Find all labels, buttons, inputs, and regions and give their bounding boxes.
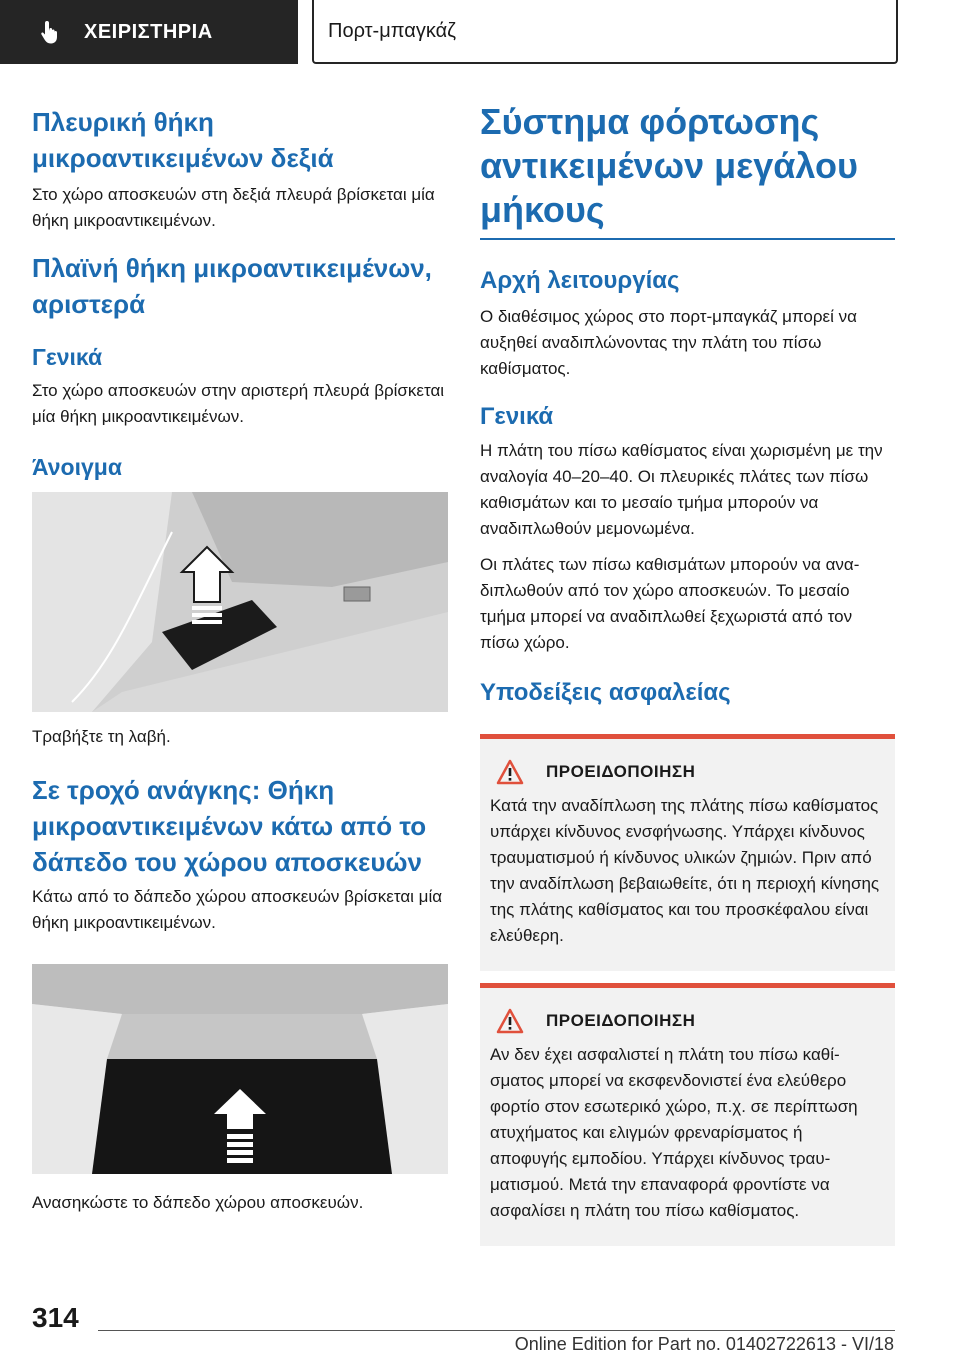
warning-text: Κατά την αναδίπλωση της πλάτης πίσω καθίσματος υπάρχει κίνδυνος ενσφήνωσης. Υπάρχει κίνδυνος τραυματισμού ή κίνδυνος υλικών ζημιών. Πριν από την αναδίπλωση βεβαιωθείτε, ότι η περιοχή κίνησης της πλάτης καθίσματος και του προσκέφαλου είναι ελεύθερη. (490, 796, 880, 945)
figure-side-compartment (32, 492, 448, 712)
side-compartment-illustration (32, 492, 448, 712)
trunk-floor-illustration (32, 964, 448, 1174)
right-column (480, 100, 895, 1246)
heading-loading-system: Σύστημα φόρτωσης αντικειμένων μεγάλου μήκους (480, 101, 858, 230)
heading-safety: Υποδείξεις ασφαλείας (480, 679, 731, 706)
caption-lift-floor: Ανασηκώστε το δάπεδο χώρου αποσκευών. (32, 1193, 364, 1212)
text-general-left: Στο χώρο αποσκευών στην αριστερή πλευρά βρίσκεται μία θήκη μικροαντικειμένων. (32, 381, 445, 426)
topic-tab-label: Πορτ-μπαγκάζ (328, 19, 456, 42)
section-tab-label: ΧΕΙΡΙΣΤΗΡΙΑ (84, 20, 213, 43)
warning-title: ΠΡΟΕΙΔΟΠΟΙΗΣΗ (546, 762, 696, 781)
text-right-storage: Στο χώρο αποσκευών στη δεξιά πλευρά βρίσκεται μία θήκη μικροαντικειμένων. (32, 185, 435, 230)
text-principle: Ο διαθέσιμος χώρος στο πορτ-μπαγκάζ μπορεί να αυξηθεί αναδιπλώνοντας την πλάτη του πίσω καθίσματος. (480, 307, 857, 378)
heading-opening: Άνοιγμα (32, 454, 122, 480)
edition-line: Online Edition for Part no. 01402722613 - VI/18 (514, 1334, 894, 1354)
heading-right-storage: Πλευρική θήκη μικροαντικειμένων δεξιά (32, 107, 334, 173)
left-column (32, 104, 448, 1216)
text-general-right-2: Οι πλάτες των πίσω καθισμάτων μπορούν να αναδιπλωθούν από τον χώρο αποσκευών. Το μεσαίο τμήμα μπορεί να αναδιπλωθεί ξεχωριστά από τον πίσω χώρο. (480, 555, 860, 652)
heading-principle: Αρχή λειτουργίας (480, 267, 680, 294)
heading-underline (480, 238, 895, 240)
text-general-right-1: Η πλάτη του πίσω καθίσματος είναι χωρισμένη με την αναλογία 40–20–40. Οι πλευρικές πλάτες των πίσω καθισμάτων και το μεσαίο τμήμα μπορούν να αναδιπλωθούν μεμονωμένα. (480, 441, 883, 538)
warning-title: ΠΡΟΕΙΔΟΠΟΙΗΣΗ (546, 1011, 696, 1030)
text-emergency-wheel: Κάτω από το δάπεδο χώρου αποσκευών βρίσκεται μία θήκη μικροαντικειμένων. (32, 887, 443, 932)
warning-triangle-icon (496, 759, 524, 785)
hand-pointer-icon (38, 18, 66, 46)
page-number: 314 (32, 1302, 79, 1333)
footer-divider (98, 1330, 895, 1331)
heading-left-storage: Πλαϊνή θήκη μικροαντικειμένων, αριστερά (32, 253, 432, 319)
heading-emergency-wheel: Σε τροχό ανάγκης: Θήκη μικροαντικειμένων κάτω από το δάπεδο του χώρου αποσκευών (32, 775, 427, 877)
heading-general-right: Γενικά (480, 403, 554, 430)
topic-tab (312, 0, 898, 64)
heading-general-left: Γενικά (32, 344, 103, 370)
figure-trunk-floor (32, 964, 448, 1174)
warning-triangle-icon (496, 1008, 524, 1034)
section-tab (0, 0, 298, 64)
caption-pull-handle: Τραβήξτε τη λαβή. (32, 727, 171, 746)
warning-box-load (480, 983, 895, 1246)
warning-text: Αν δεν έχει ασφαλιστεί η πλάτη του πίσω καθίσματος μπορεί να εκσφενδονιστεί ένα ελεύθερο φορτίο στον εσωτερικό χώρο, π.χ. σε περίπτωση ατυχήματος και ελιγμών φρεναρίσματος ή αποφυγής εμποδίου. Υπάρχει κίνδυνος τραυματισμού. Μετά την επαναφορά φροντίστε να ασφαλίσει η πλάτη του πίσω καθίσματος. (490, 1045, 858, 1220)
warning-box-pinch (480, 734, 895, 971)
